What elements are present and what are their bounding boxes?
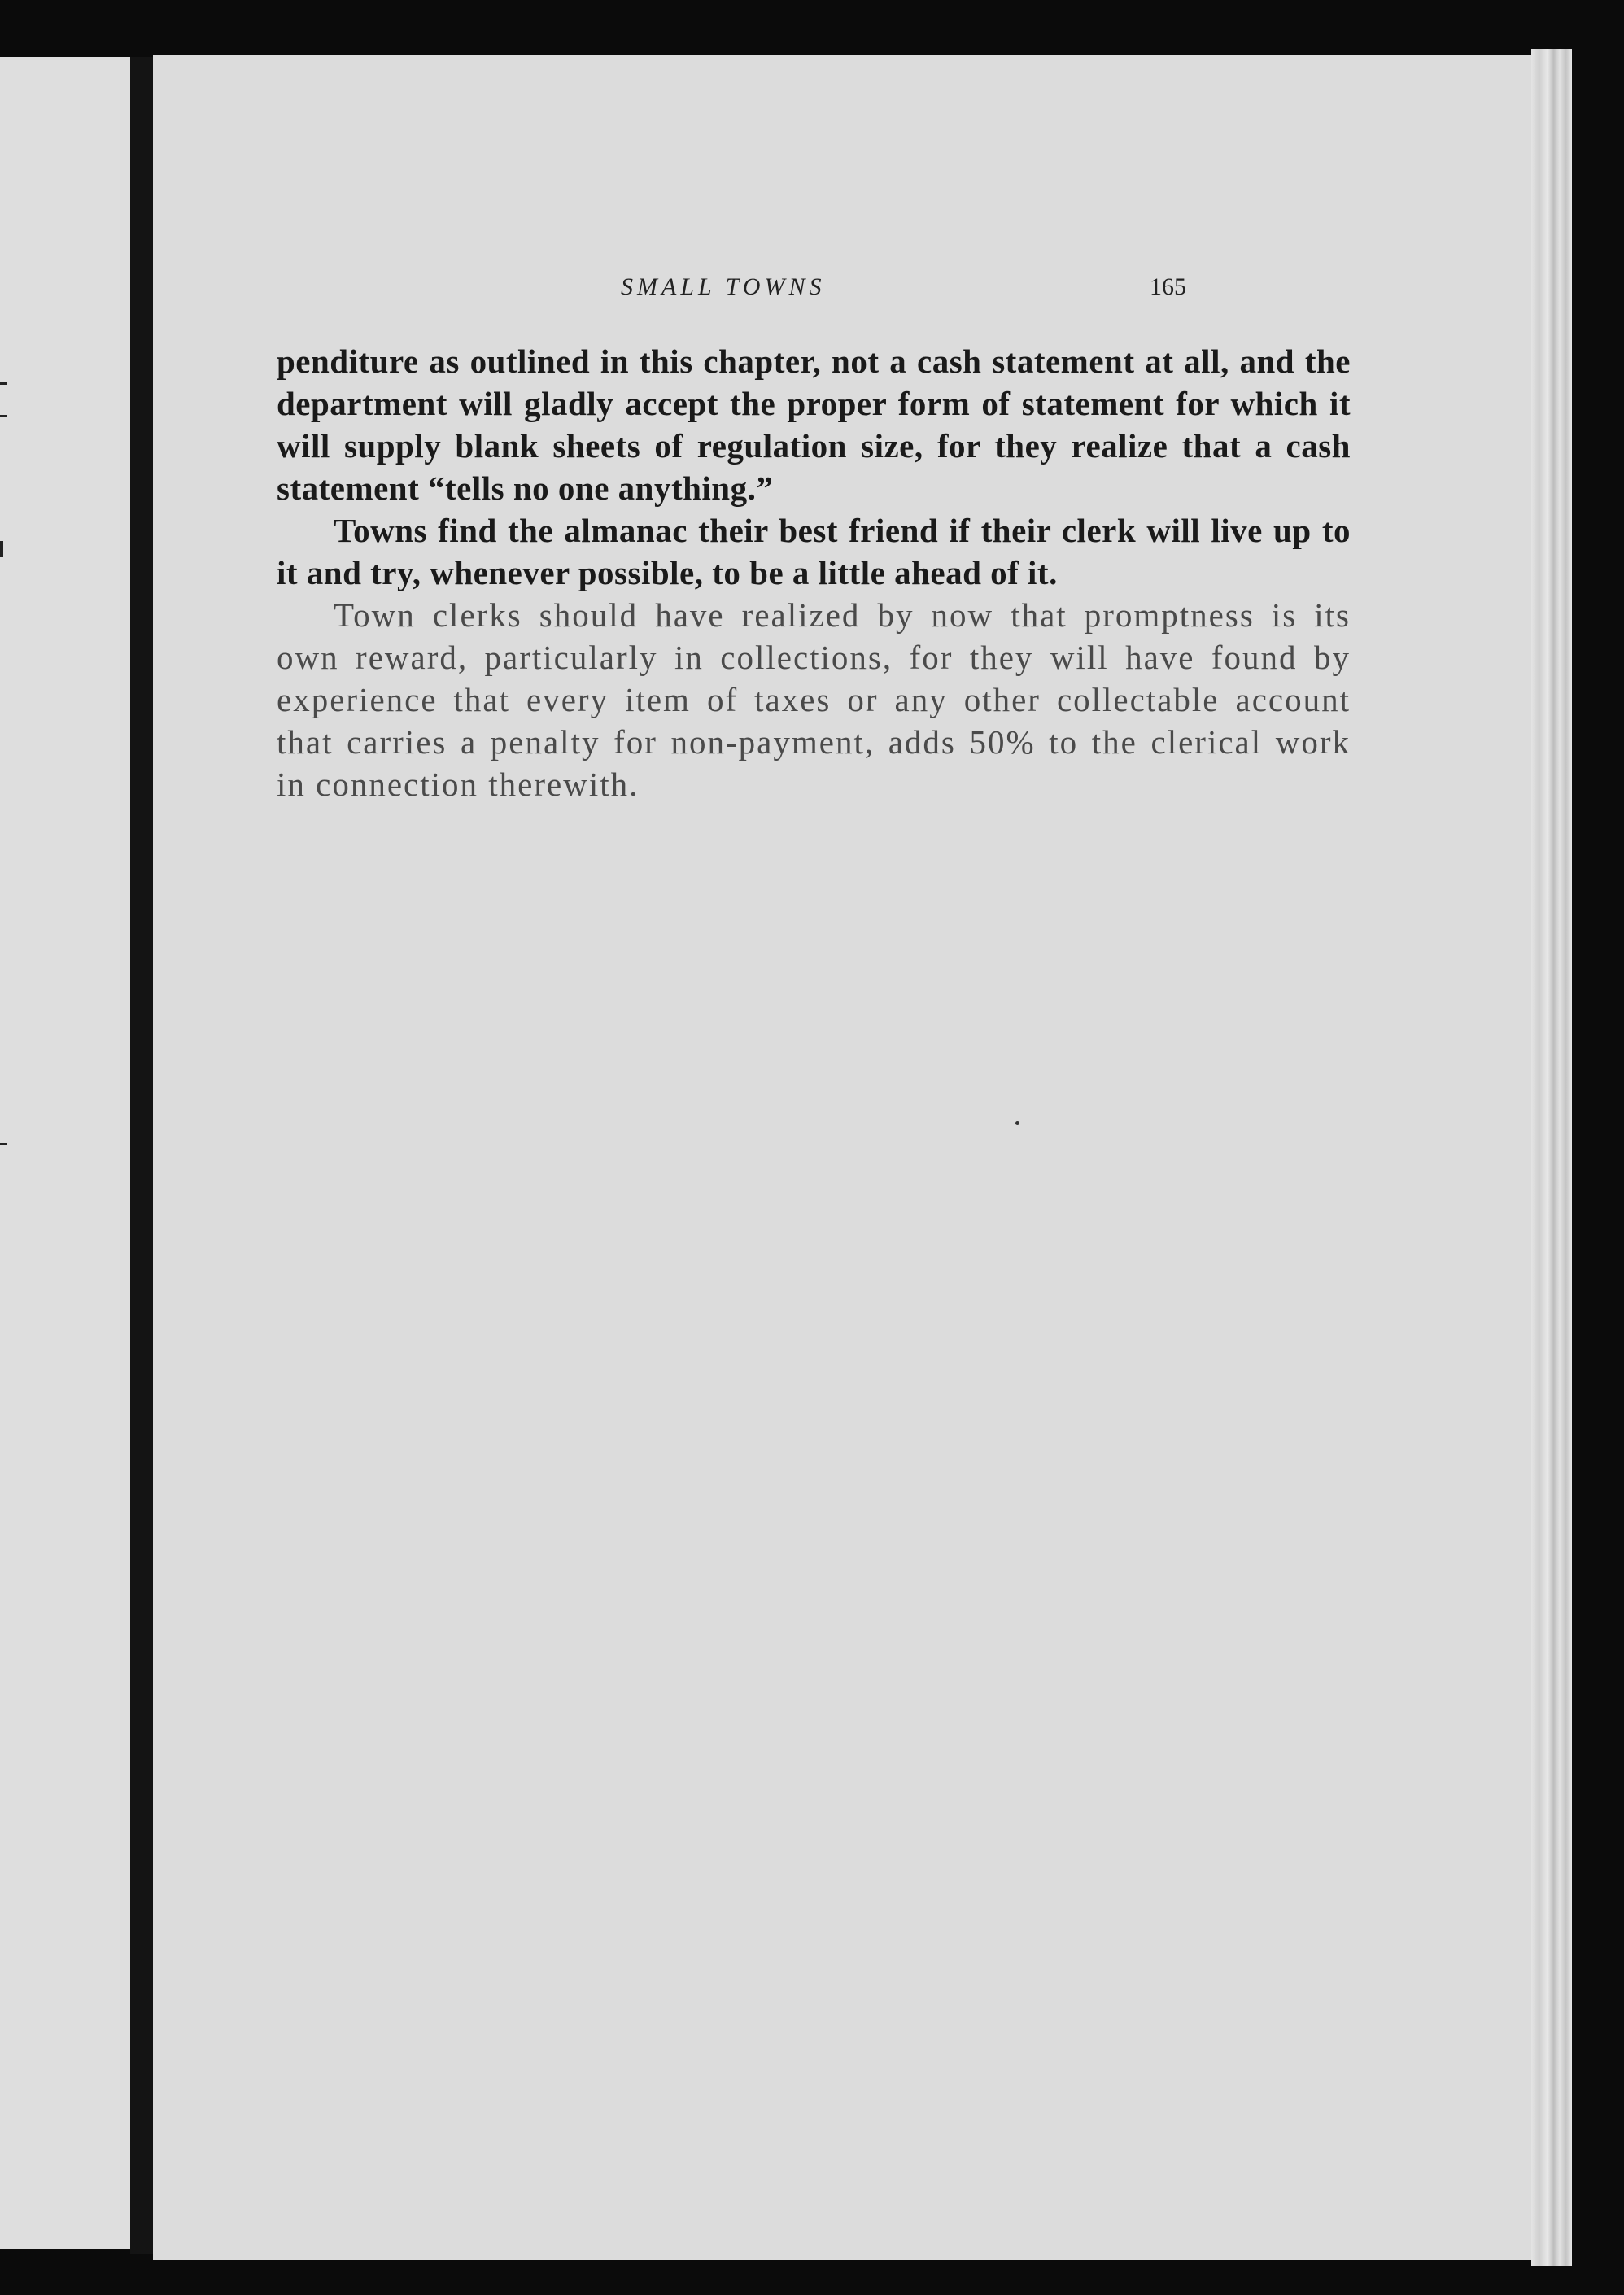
running-head <box>153 273 1552 314</box>
page-edge <box>1531 49 1572 2266</box>
facing-page-mark <box>0 541 3 557</box>
page-number: 165 <box>1150 273 1186 300</box>
facing-page-mark <box>0 1143 7 1145</box>
paragraph: Towns find the almanac their best friend if their clerk will live up to it and try, whenever possible, to be a little ahead of it. <box>277 512 1351 591</box>
book-page <box>153 55 1552 2260</box>
body-text <box>277 340 1351 805</box>
paragraph: Town clerks should have realized by now that promptness is its own reward, particularly in collections, for they will have found by experience that every item of taxes or any other collectable account that carries a penalty for non-payment, adds 50% to the clerical work in connection therewith. <box>277 596 1351 803</box>
running-title: SMALL TOWNS <box>621 273 826 300</box>
ink-speck <box>1015 1121 1019 1125</box>
facing-page-mark <box>0 415 7 417</box>
facing-page <box>0 57 130 2249</box>
book-spine <box>130 57 153 2254</box>
facing-page-mark <box>0 382 7 385</box>
paragraph: penditure as outlined in this chapter, not a cash statement at all, and the department will gladly accept the proper form of statement for which it will supply blank sheets of regulation size, for they realize that a cash statement “tells no one anything.” <box>277 343 1351 507</box>
